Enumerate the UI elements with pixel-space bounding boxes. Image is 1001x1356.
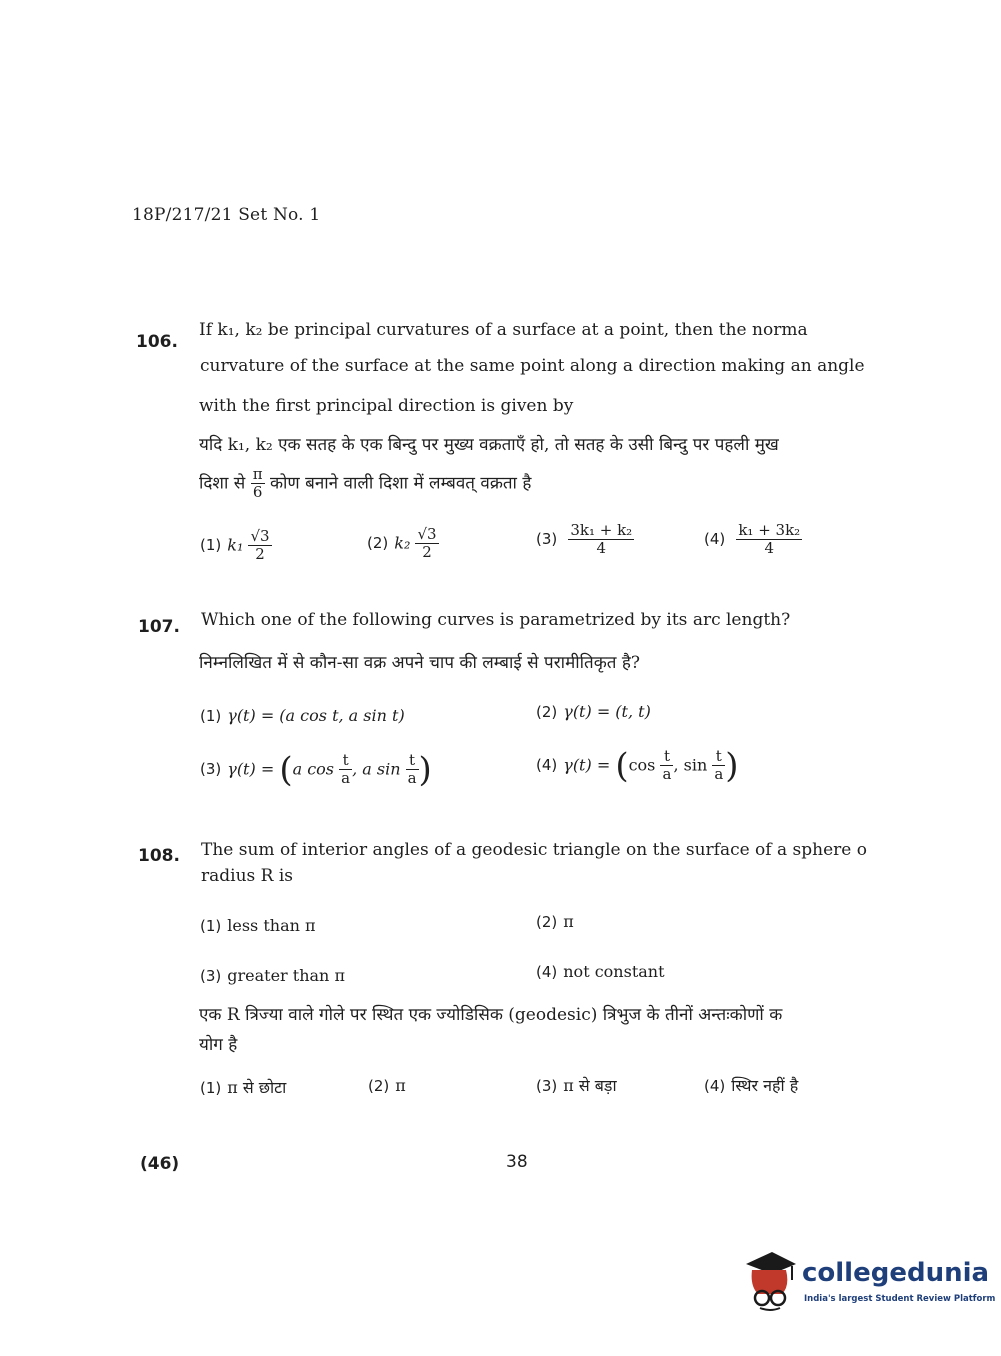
page-number: 38	[506, 1152, 528, 1172]
q108-hi-option-2: (2) π	[368, 1076, 406, 1095]
question-106-number: 106.	[136, 332, 178, 352]
q108-hi-line1: एक R त्रिज्या वाले गोले पर स्थित एक ज्योडिसिक (geodesic) त्रिभुज के तीनों अन्तःकोणों क	[199, 1005, 783, 1025]
q106-option-4: (4) $\frac{\text{k₁ + 3k₂}}{4}$	[704, 521, 801, 558]
q106-en-line3: with the first principal direction is given by	[199, 396, 574, 416]
q107-option-2: (2) γ(t) = (t, t)	[536, 702, 651, 721]
q106-angle-fraction: $\frac{\pi}{6}$	[252, 465, 263, 502]
q108-hi-option-4: (4) स्थिर नहीं है	[704, 1076, 799, 1095]
q107-en: Which one of the following curves is parametrized by its arc length?	[201, 610, 791, 630]
q108-en-option-1: (1) less than π	[200, 916, 316, 935]
q108-en-line2: radius R is	[201, 866, 294, 886]
q106-en-line1: If k₁, k₂ be principal curvatures of a surface at a point, then the norma	[199, 320, 808, 340]
q106-option-2: (2) k₂ $\frac{√3}{2}$	[367, 525, 437, 562]
q106-hi-line1: यदि k₁, k₂ एक सतह के एक बिन्दु पर मुख्य वक्रताएँ हो, तो सतह के उसी बिन्दु पर पहली मुख	[199, 435, 779, 455]
q106-option-3: (3) $\frac{\text{3k₁ + k₂}}{4}$	[536, 521, 633, 558]
footer-code: (46)	[140, 1154, 180, 1174]
q108-en-option-3: (3) greater than π	[200, 966, 345, 985]
q108-hi-option-1: (1) π से छोटा	[200, 1078, 287, 1097]
collegedunia-watermark	[742, 1248, 996, 1318]
q108-hi-option-3: (3) π से बड़ा	[536, 1076, 617, 1095]
q107-option-4: (4) γ(t) = (cos $\frac{t}{a}$ , sin $\frac{t}{a}$ )	[536, 745, 739, 786]
question-108-number: 108.	[138, 846, 180, 866]
q106-option-1: (1) k₁ $\frac{√3}{2}$	[200, 527, 270, 564]
q107-option-3: (3) γ(t) = (a cos $\frac{t}{a}$ , a sin $\frac{t}{a}$ )	[200, 749, 432, 790]
q107-hi: निम्नलिखित में से कौन-सा वक्र अपने चाप की लम्बाई से परामीतिकृत है?	[199, 653, 641, 673]
q108-en-line1: The sum of interior angles of a geodesic triangle on the surface of a sphere o	[201, 840, 867, 860]
q108-en-option-2: (2) π	[536, 912, 574, 931]
q108-en-option-4: (4) not constant	[536, 962, 665, 981]
mascot-icon	[742, 1252, 798, 1312]
question-107-number: 107.	[138, 617, 180, 637]
brand-tagline: India's largest Student Review Platform	[804, 1294, 996, 1304]
q108-hi-line2: योग है	[199, 1035, 238, 1055]
q106-hi-line2: दिशा से $\frac{\pi}{6}$ कोण बनाने वाली दिशा में लम्बवत् वक्रता है	[199, 465, 532, 502]
q107-option-1: (1) γ(t) = (a cos t, a sin t)	[200, 706, 405, 725]
brand-name: collegedunia	[802, 1258, 990, 1288]
paper-code: 18P/217/21 Set No. 1	[132, 205, 321, 225]
q106-en-line2: curvature of the surface at the same point along a direction making an angle	[200, 356, 865, 376]
